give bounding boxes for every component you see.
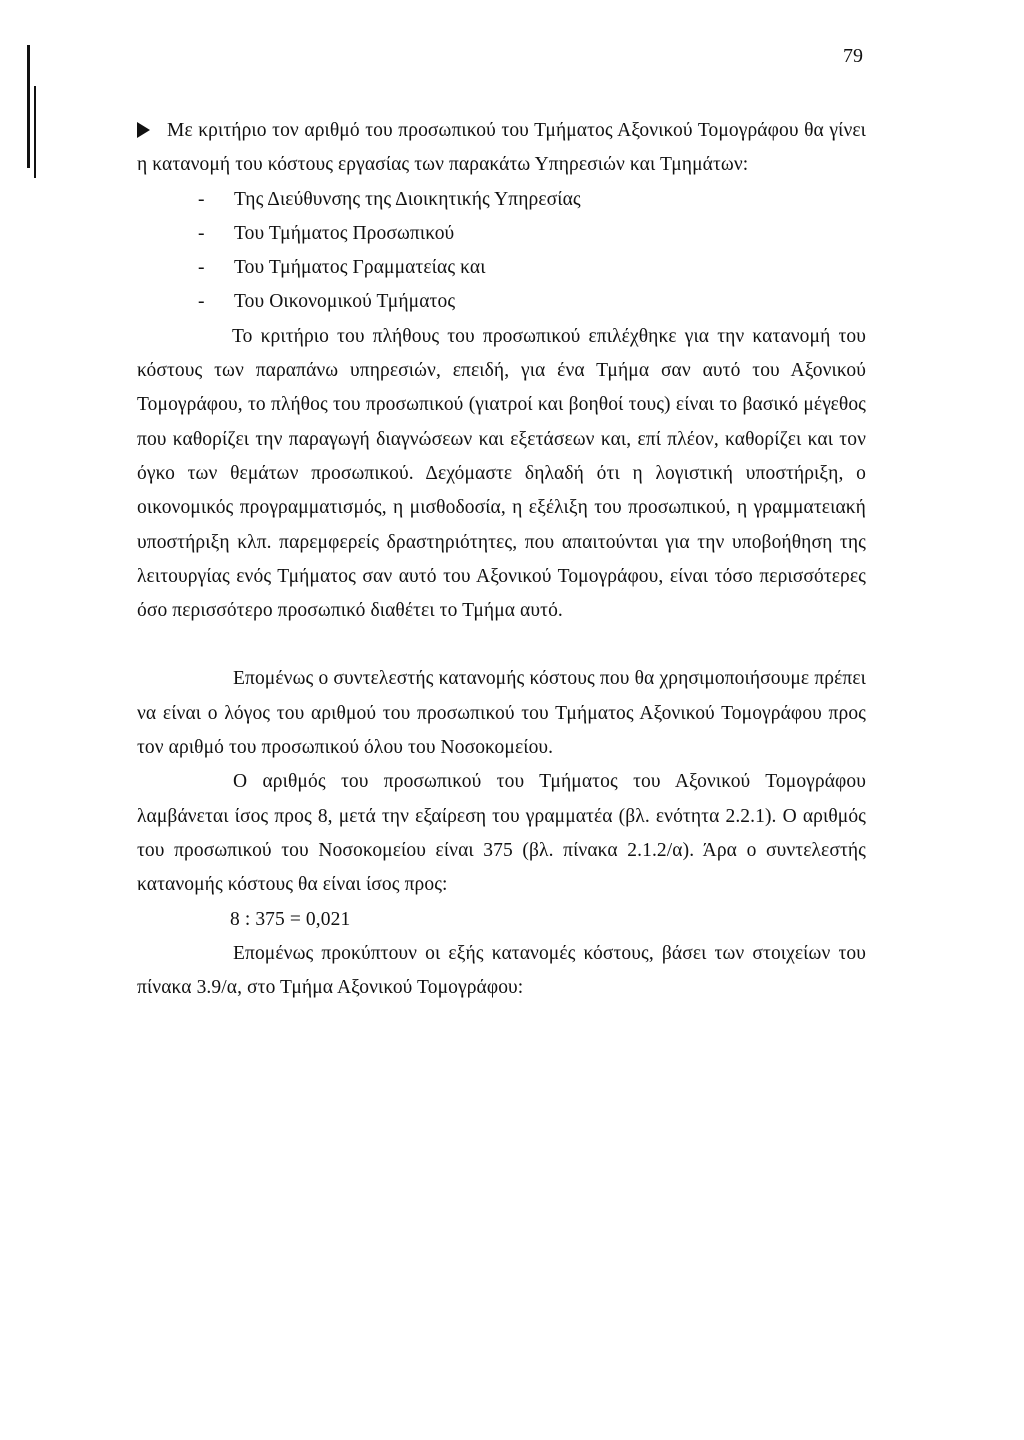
page-number: 79 xyxy=(843,45,863,67)
ratio-equation: 8 : 375 = 0,021 xyxy=(230,908,351,930)
margin-bar xyxy=(27,45,30,168)
criterion-paragraph: Το κριτήριο του πλήθους του προσωπικού επιλέχθηκε για την κατανομή του κόστους των παραπάνω υπηρεσιών, επειδή, για ένα Τμήμα σαν αυτό του Αξονικού Τομογράφου, το πλήθος του προσωπικού (γιατροί και βοηθοί τους) είναι το βασικό μέγεθος που καθορίζει την παραγωγή διαγνώσεων και εξετάσεων και, επί πλέον, καθορίζει και τον όγκο των θεμάτων προσωπικού. Δεχόμαστε δηλαδή ότι η λογιστική υποστήριξη, ο οικονομικός προγραμματισμός, η μισθοδοσία, η εξέλιξη του προσωπικού, η γραμματειακή υποστήριξη κλπ. παρεμφερείς δραστηριότητες, που απαιτούνται για την υποβοήθηση της λειτουργίας ενός Τμήματος σαν αυτό του Αξονικού Τομογράφου, είναι τόσο περισσότερες όσο περισσότερο προσωπικό διαθέτει το Τμήμα αυτό. xyxy=(137,325,866,622)
margin-bar-secondary xyxy=(34,86,36,178)
intro-paragraph xyxy=(137,114,866,183)
list-item: - Του Οικονομικού Τμήματος xyxy=(198,285,866,319)
list-item: - Της Διεύθυνσης της Διοικητικής Υπηρεσίας xyxy=(198,183,866,217)
list-item: - Του Τμήματος Γραμματείας και xyxy=(198,251,866,285)
list-item: - Του Τμήματος Προσωπικού xyxy=(198,217,866,251)
intro-text: Με κριτήριο τον αριθμό του προσωπικού του Τμήματος Αξονικού Τομογράφου θα γίνει η κατανομή του κόστους εργασίας των παρακάτω Υπηρεσιών και Τμημάτων: xyxy=(137,120,866,176)
arrow-bullet-icon xyxy=(137,122,150,138)
coefficient-paragraph: Επομένως ο συντελεστής κατανομής κόστους που θα χρησιμοποιήσουμε πρέπει να είναι ο λόγος του αριθμού του προσωπικού του Τμήματος Αξονικού Τομογράφου προς τον αριθμό του προσωπικού όλου του Νοσοκομείου. xyxy=(137,668,866,759)
department-list xyxy=(137,183,866,320)
allocation-paragraph: Επομένως προκύπτουν οι εξής κατανομές κόστους, βάσει των στοιχείων του πίνακα 3.9/α, στο Τμήμα Αξονικού Τομογράφου: xyxy=(137,942,866,999)
paragraph-gap xyxy=(137,628,866,662)
staff-count-paragraph: Ο αριθμός του προσωπικού του Τμήματος του Αξονικού Τομογράφου λαμβάνεται ίσος προς 8, μετά την εξαίρεση του γραμματέα (βλ. ενότητα 2.2.1). Ο αριθμός του προσωπικού του Νοσοκομείου είναι 375 (βλ. πίνακα 2.1.2/α). Άρα ο συντελεστής κατανομής κόστους θα είναι ίσος προς: xyxy=(137,771,866,896)
document-body xyxy=(137,114,866,1005)
